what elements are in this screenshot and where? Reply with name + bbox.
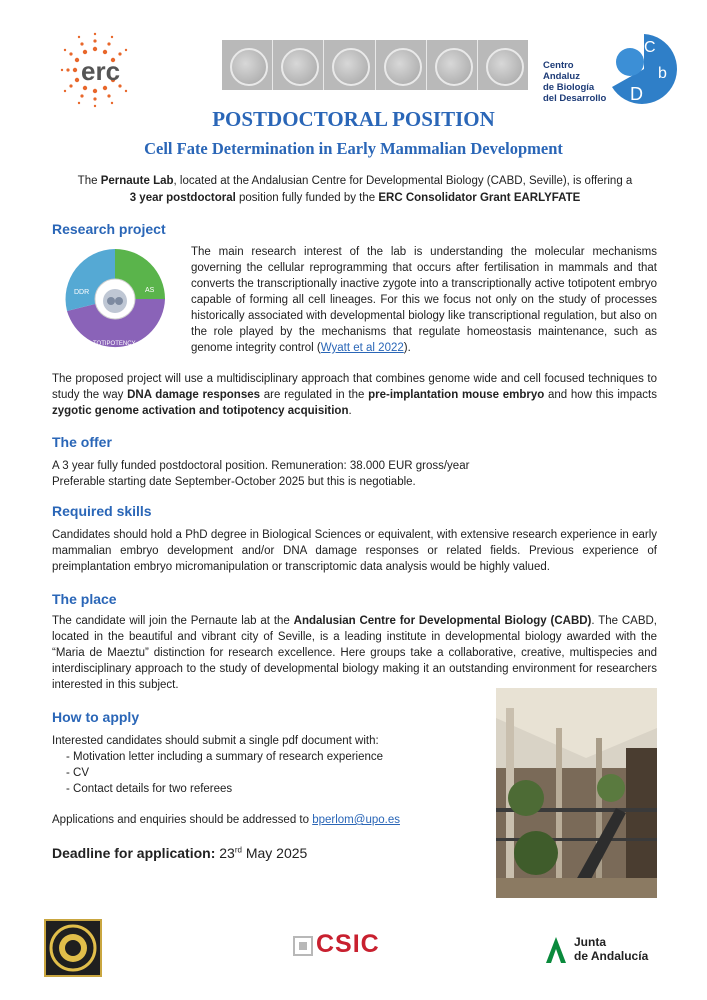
project-paragraph: The proposed project will use a multidisciplinary approach that combines genome wide and cell focused techniques to study the way DNA damage responses are regulated in the pre-implantation mouse embryo and how this impacts zygotic genome activation and totipotency acquisition. — [52, 373, 657, 417]
skills-heading: Required skills — [52, 503, 152, 519]
apply-address: Applications and enquiries should be addressed to bperlom@upo.es — [52, 814, 400, 826]
svg-text:erc: erc — [81, 56, 121, 86]
svg-text:TOTIPOTENCY: TOTIPOTENCY — [93, 341, 136, 347]
junta-logo: Junta de Andalucía — [544, 935, 659, 965]
embryo-image — [376, 40, 427, 90]
page-title: POSTDOCTORAL POSITION — [212, 107, 495, 131]
embryo-image — [324, 40, 375, 90]
apply-list — [52, 749, 482, 797]
list-item: - Motivation letter including a summary of research experience — [66, 751, 384, 763]
research-diagram — [63, 247, 168, 352]
embryo-image — [478, 40, 528, 90]
junta-emblem-icon — [544, 935, 568, 965]
svg-text:C: C — [644, 39, 656, 56]
intro-paragraph: The Pernaute Lab, located at the Andalusian Centre for Developmental Biology (CABD, Seville), is offering a 3 year postdoctoral position fully funded by the ERC Consolidator Grant EARLYFATE — [77, 175, 633, 204]
university-seal — [44, 919, 102, 977]
svg-text:b: b — [658, 65, 667, 82]
embryo-image-strip — [222, 40, 528, 90]
csic-logo: CSIC — [292, 932, 392, 962]
svg-text:D: D — [630, 84, 643, 104]
apply-intro: Interested candidates should submit a single pdf document with: — [52, 735, 379, 747]
list-item: - CV — [66, 767, 89, 779]
place-heading: The place — [52, 591, 117, 607]
cabd-logo-icon — [604, 32, 679, 107]
citation-link[interactable]: Wyatt et al 2022 — [320, 342, 404, 354]
deadline: Deadline for application: 23rd May 2025 — [52, 845, 308, 861]
list-item: - Contact details for two referees — [66, 783, 233, 795]
cabd-logo-text: Centro Andaluz de Biología del Desarrollo — [543, 60, 607, 104]
place-paragraph: The candidate will join the Pernaute lab at the Andalusian Centre for Developmental Biology (CABD). The CABD, located in the beautiful and vibrant city of Seville, is a leading institute in developmental biology awarded with the “Maria de Maeztu” distinction for research excellence. Here groups take a collaborative, creative, multispecies and interdisciplinary approach to the study of developmental biology making it an outstanding environment for researchers interested in this subject. — [52, 615, 658, 691]
skills-paragraph: Candidates should hold a PhD degree in Biological Sciences or equivalent, with extensive research experience in early mammalian embryo development and/or DNA damage responses or related fields. Previous experience of preimplantation embryo micromanipulation or transcriptomic data analysis would be highly valued. — [52, 529, 657, 573]
building-photo — [496, 688, 657, 898]
svg-text:DDR: DDR — [74, 289, 90, 296]
svg-text:AS: AS — [145, 287, 155, 294]
erc-logo — [55, 28, 165, 113]
email-link[interactable]: bperlom@upo.es — [312, 814, 400, 826]
offer-text: A 3 year fully funded postdoctoral position. Remuneration: 38.000 EUR gross/year Preferable starting date September-October 2025 but this is negotiable. — [52, 460, 470, 488]
embryo-image — [222, 40, 273, 90]
research-heading: Research project — [52, 221, 166, 237]
apply-heading: How to apply — [52, 709, 140, 725]
csic-emblem-icon — [292, 935, 314, 957]
page-subtitle: Cell Fate Determination in Early Mammalian Development — [144, 139, 563, 158]
embryo-image — [427, 40, 478, 90]
embryo-image — [273, 40, 324, 90]
offer-heading: The offer — [52, 434, 112, 450]
research-paragraph: The main research interest of the lab is understanding the molecular mechanisms governing the cellular reprogramming that occurs after fertilisation in mammals and that converts the transcriptionally inactive zygote into a transcriptionally active totipotent embryo capable of forming all cell lineages. For this we focus not only on the study of processes historically associated with developmental biology like transcriptional regulation, but also on the role played by the mechanisms that regulate homeostasis maintenance, such as genome integrity control (Wyatt et al 2022). — [191, 246, 657, 354]
